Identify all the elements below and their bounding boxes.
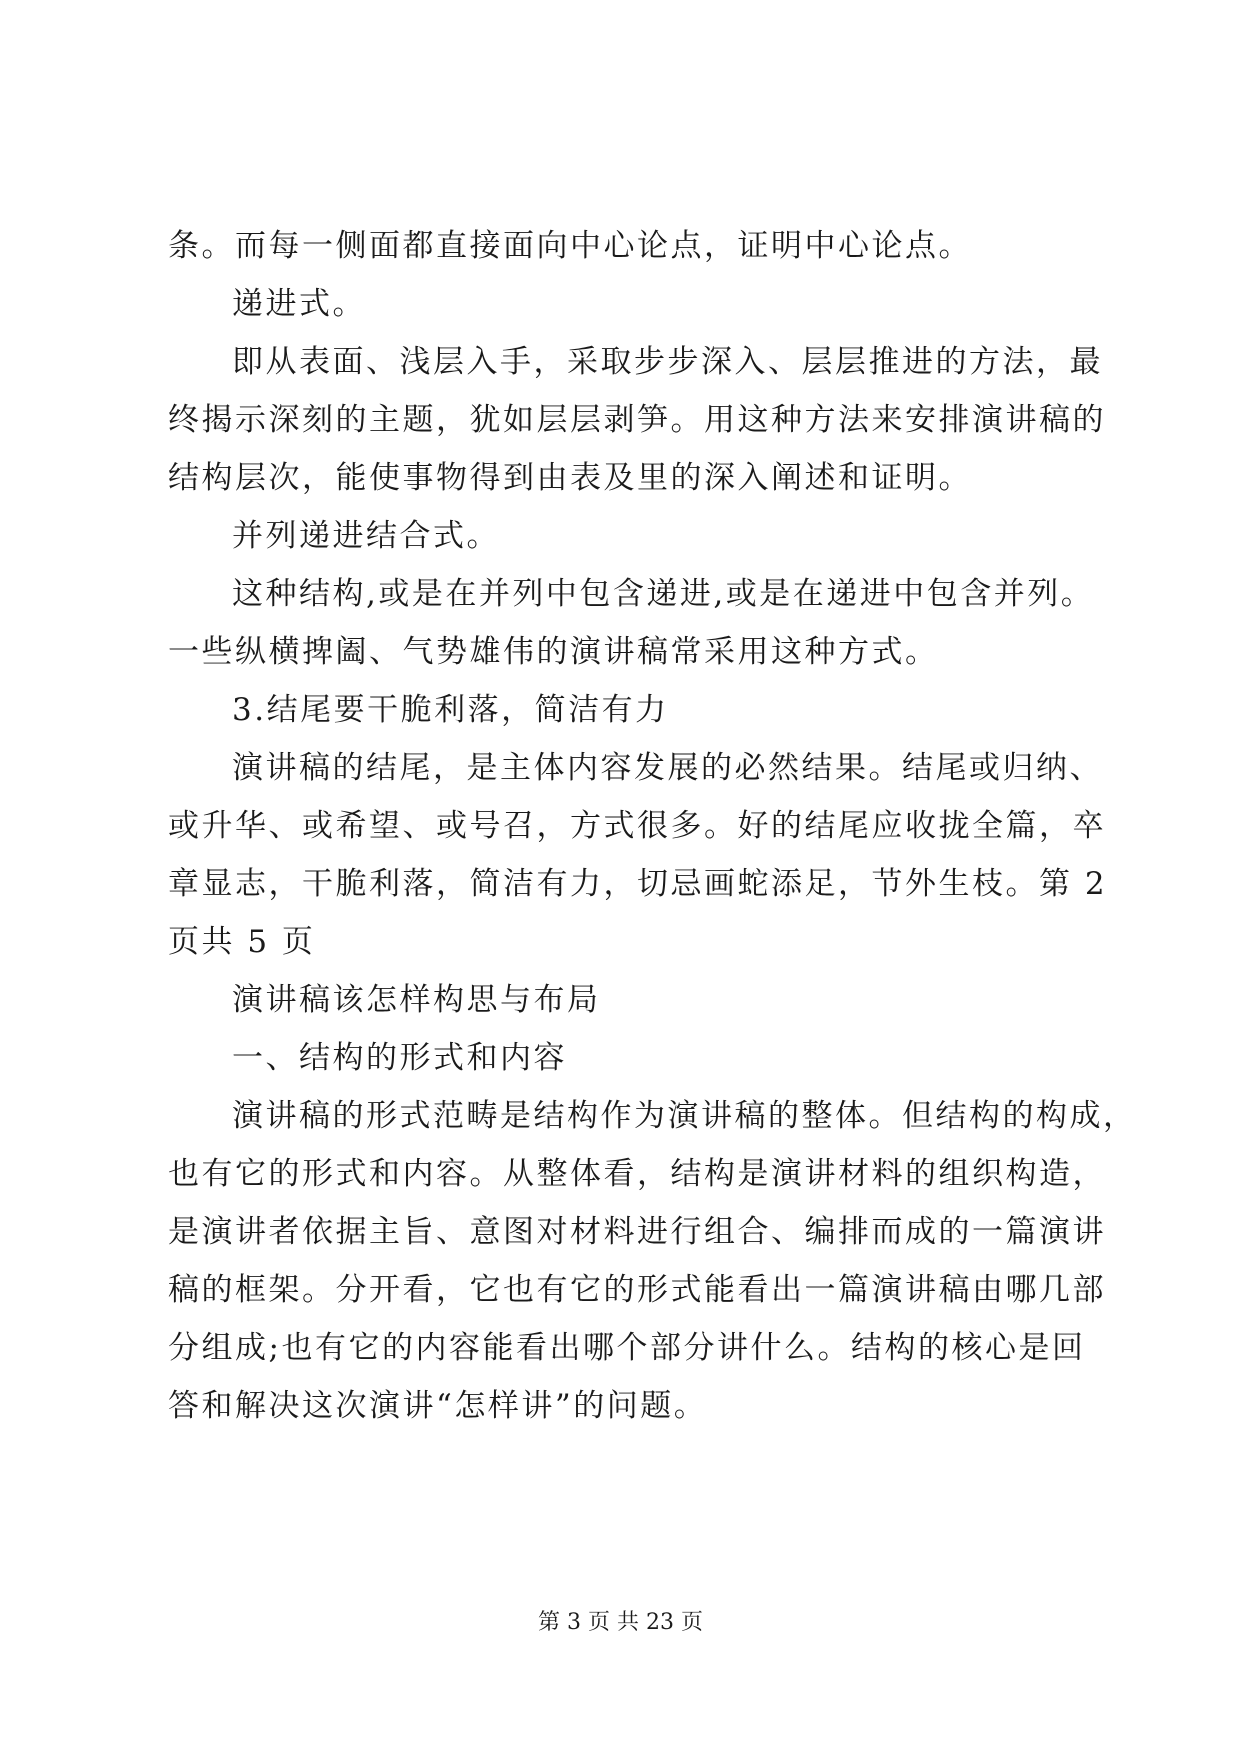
text-line: 终揭示深刻的主题，犹如层层剥笋。用这种方法来安排演讲稿的 — [168, 402, 1106, 438]
text-line: 或升华、或希望、或号召，方式很多。好的结尾应收拢全篇，卒 — [168, 808, 1106, 844]
text-line: 分组成;也有它的内容能看出哪个部分讲什么。结构的核心是回 — [168, 1330, 1086, 1366]
text-line: 演讲稿的形式范畴是结构作为演讲稿的整体。但结构的构成， — [232, 1098, 1137, 1134]
section-title: 演讲稿该怎样构思与布局 — [232, 982, 601, 1018]
text-line: 结构层次，能使事物得到由表及里的深入阐述和证明。 — [168, 460, 972, 496]
text-line: 这种结构,或是在并列中包含递进,或是在递进中包含并列。 — [232, 576, 1095, 612]
text-line: 也有它的形式和内容。从整体看，结构是演讲材料的组织构造， — [168, 1156, 1106, 1192]
text-line: 演讲稿的结尾，是主体内容发展的必然结果。结尾或归纳、 — [232, 750, 1103, 786]
text-line: 并列递进结合式。 — [232, 518, 500, 554]
text-line: 一些纵横捭阖、气势雄伟的演讲稿常采用这种方式。 — [168, 634, 939, 670]
text-line: 即从表面、浅层入手，采取步步深入、层层推进的方法，最 — [232, 344, 1103, 380]
text-line: 条。而每一侧面都直接面向中心论点，证明中心论点。 — [168, 228, 972, 264]
text-line: 答和解决这次演讲“怎样讲”的问题。 — [168, 1388, 708, 1424]
text-line: 3.结尾要干脆利落，简洁有力 — [232, 692, 669, 728]
text-line: 页共 5 页 — [168, 924, 316, 960]
text-line: 章显志，干脆利落，简洁有力，切忌画蛇添足，节外生枝。第 2 — [168, 866, 1108, 902]
text-line: 稿的框架。分开看，它也有它的形式能看出一篇演讲稿由哪几部 — [168, 1272, 1106, 1308]
page-number-footer: 第 3 页 共 23 页 — [538, 1610, 703, 1635]
text-line: 是演讲者依据主旨、意图对材料进行组合、编排而成的一篇演讲 — [168, 1214, 1106, 1250]
section-heading: 一、结构的形式和内容 — [232, 1040, 567, 1076]
text-line: 递进式。 — [232, 286, 366, 322]
